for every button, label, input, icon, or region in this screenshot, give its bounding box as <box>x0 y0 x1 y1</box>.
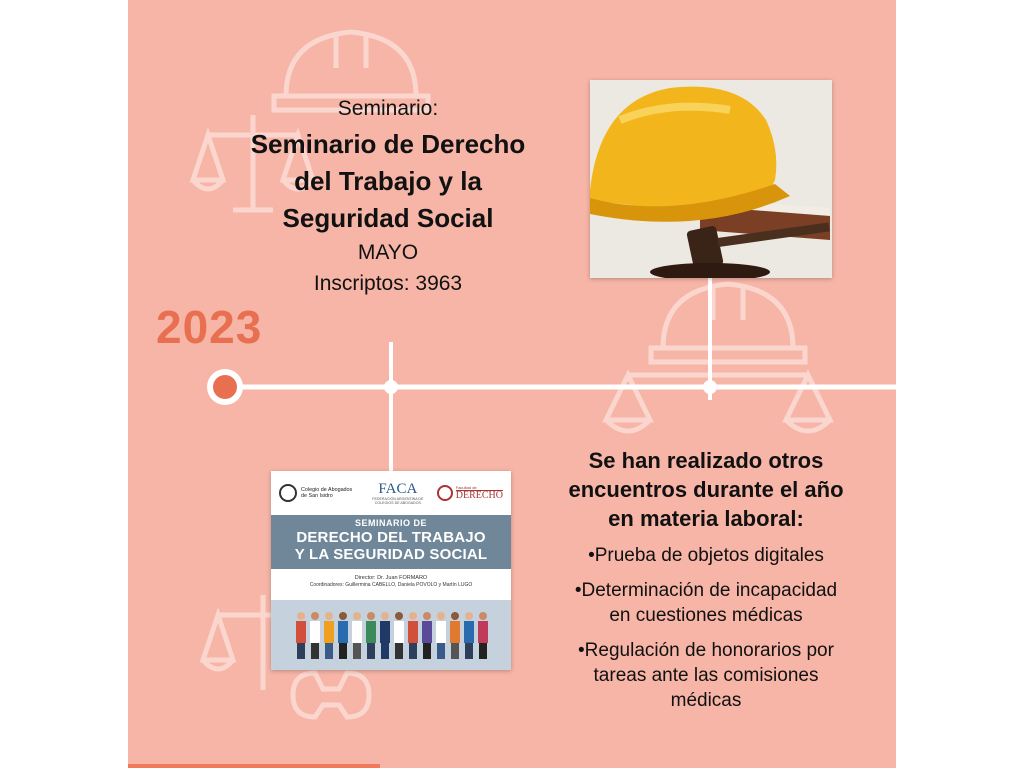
poster-coordinators: Coordinadores: Guillermina CABELLO, Daniela POVOLO y Martín LUGO <box>309 582 473 588</box>
list-item <box>560 543 852 568</box>
hard-hat-gavel-photo <box>590 80 832 278</box>
poster-director: Director: Dr. Juan FORMARO <box>354 575 428 581</box>
poster-band-small: SEMINARIO DE <box>354 518 427 528</box>
seminar-enrolled: Inscriptos: 3963 <box>313 272 463 295</box>
seminar-info <box>228 94 548 299</box>
other-events <box>560 446 852 723</box>
seminar-poster <box>271 471 511 670</box>
list-item-line: •Determinación de incapacidad <box>574 580 838 601</box>
poster-logos <box>271 471 511 515</box>
events-heading-line: encuentros durante el año <box>568 477 844 502</box>
faca-logo-subtext: FEDERACIÓN ARGENTINA DE COLEGIOS DE ABOGADOS <box>372 496 424 505</box>
faca-logo-text: FACA <box>378 480 418 497</box>
poster-credits <box>271 569 511 589</box>
events-list <box>560 543 852 713</box>
logo-left-line: Colegio de Abogados <box>301 486 353 493</box>
list-item-line: médicas <box>670 690 742 711</box>
seminar-title-line: Seminario de Derecho <box>250 129 526 159</box>
faca-logo <box>363 482 432 505</box>
facultad-derecho-logo <box>432 485 503 501</box>
seminar-kicker: Seminario: <box>337 97 439 120</box>
bottom-accent-strip <box>128 764 380 768</box>
events-heading-line: Se han realizado otros <box>588 448 824 473</box>
events-heading-line: en materia laboral: <box>608 506 804 531</box>
poster-band-line: Y LA SEGURIDAD SOCIAL <box>294 546 488 563</box>
seminar-title-line: del Trabajo y la <box>294 166 482 196</box>
list-item-line: •Regulación de honorarios por <box>578 640 834 661</box>
list-item-line: en cuestiones médicas <box>609 605 803 626</box>
list-item-line: tareas ante las comisiones <box>593 665 819 686</box>
crest-icon <box>279 484 297 502</box>
seminar-title-line: Seguridad Social <box>282 203 494 233</box>
list-item-line: •Prueba de objetos digitales <box>588 545 824 566</box>
year-label: 2023 <box>156 301 263 353</box>
logo-right-big: DERECHO <box>455 490 503 501</box>
seminar-title <box>228 126 548 237</box>
workers-illustration <box>271 600 511 670</box>
infographic-page <box>128 0 896 768</box>
seminar-month: MAYO <box>357 241 419 264</box>
seal-icon <box>437 485 453 501</box>
logo-right-small: Facultad de <box>455 485 477 490</box>
logo-left-line: de San Isidro <box>301 493 333 499</box>
list-item <box>560 578 852 628</box>
list-item <box>560 638 852 713</box>
poster-title-band <box>271 515 511 569</box>
colegio-abogados-logo <box>279 484 363 502</box>
poster-band-line: DERECHO DEL TRABAJO <box>296 529 486 546</box>
events-heading <box>560 446 852 533</box>
